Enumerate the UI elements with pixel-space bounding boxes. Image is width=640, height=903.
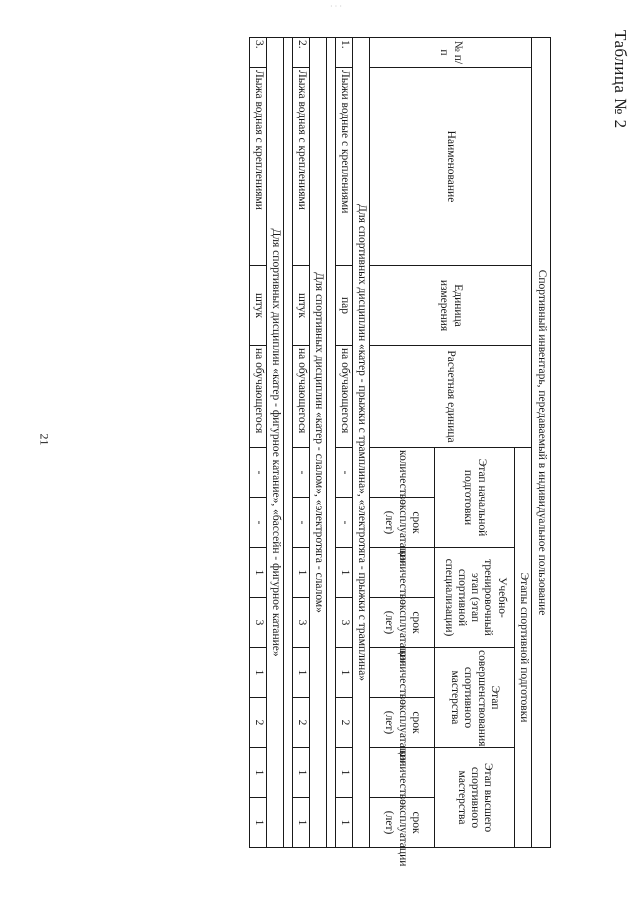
header-term: срок эксплуатации (лет) xyxy=(370,498,435,548)
page-number: 21 xyxy=(37,433,52,446)
row-spacer xyxy=(327,38,336,848)
section-title: Для спортивных дисциплин «катер - слалом», «электротяга - слалом» xyxy=(310,38,327,848)
table-caption: Таблица № 2 xyxy=(611,30,630,129)
row-number: 2. xyxy=(293,38,310,68)
row-value: 2 xyxy=(250,698,267,748)
scan-artifact: · · · xyxy=(330,2,342,11)
section-title: Для спортивных дисциплин «катер - фигурное катание», «бассейн - фигурное катание» xyxy=(267,38,284,848)
table-row xyxy=(250,38,267,848)
row-value: 1 xyxy=(250,648,267,698)
row-value: 1 xyxy=(250,548,267,598)
row-name: Лыжа водная с креплениями xyxy=(293,68,310,266)
row-number: 3. xyxy=(250,38,267,68)
header-stage-1: Этап начальной подготовки xyxy=(435,448,515,548)
header-group-title: Спортивный инвентарь, передаваемый в индивидуальное пользование xyxy=(532,38,551,848)
header-name: Наименование xyxy=(370,68,532,266)
row-value: 1 xyxy=(250,798,267,848)
header-calc-unit: Расчетная единица xyxy=(370,346,532,448)
row-value: 1 xyxy=(336,648,353,698)
table-row xyxy=(336,38,353,848)
header-stages-title: Этапы спортивной подготовки xyxy=(515,448,532,848)
row-value: - xyxy=(336,448,353,498)
row-calc-unit: на обучающегося xyxy=(250,346,267,448)
row-value: 3 xyxy=(293,598,310,648)
header-qty: количество xyxy=(370,448,435,498)
row-spacer xyxy=(284,38,293,848)
row-value: 1 xyxy=(293,548,310,598)
row-value: 1 xyxy=(336,548,353,598)
row-number: 1. xyxy=(336,38,353,68)
inventory-table xyxy=(249,37,551,867)
header-num: № п/п xyxy=(370,38,532,68)
row-value: 3 xyxy=(250,598,267,648)
row-unit: штук xyxy=(293,266,310,346)
table-row xyxy=(293,38,310,848)
row-name: Лыжи водные с креплениями xyxy=(336,68,353,266)
header-qty: количество xyxy=(370,648,435,698)
row-value: 1 xyxy=(336,798,353,848)
header-unit: Единица измерения xyxy=(370,266,532,346)
row-value: - xyxy=(250,498,267,548)
header-term: срок эксплуатации (лет) xyxy=(370,798,435,848)
row-value: 1 xyxy=(293,648,310,698)
row-value: - xyxy=(250,448,267,498)
row-unit: штук xyxy=(250,266,267,346)
row-calc-unit: на обучающегося xyxy=(293,346,310,448)
header-qty: количество xyxy=(370,748,435,798)
row-value: 2 xyxy=(293,698,310,748)
header-qty: количество xyxy=(370,548,435,598)
header-stage-2: Учебно-тренировочный этап (этап спортивной специализации) xyxy=(435,548,515,648)
row-calc-unit: на обучающегося xyxy=(336,346,353,448)
row-value: 2 xyxy=(336,698,353,748)
header-term: срок эксплуатации (лет) xyxy=(370,698,435,748)
header-stage-4: Этап высшего спортивного мастерства xyxy=(435,748,515,848)
section-title: Для спортивных дисциплин «катер - прыжки с трамплина», «электротяга - прыжки с трамплина» xyxy=(353,38,370,848)
row-value: 1 xyxy=(250,748,267,798)
row-value: 1 xyxy=(336,748,353,798)
row-value: - xyxy=(336,498,353,548)
row-name: Лыжа водная с креплениями xyxy=(250,68,267,266)
row-value: 3 xyxy=(336,598,353,648)
row-unit: пар xyxy=(336,266,353,346)
row-value: 1 xyxy=(293,748,310,798)
row-value: - xyxy=(293,448,310,498)
row-value: 1 xyxy=(293,798,310,848)
row-value: - xyxy=(293,498,310,548)
header-stage-3: Этап совершенствования спортивного мастерства xyxy=(435,648,515,748)
header-term: срок эксплуатации (лет) xyxy=(370,598,435,648)
